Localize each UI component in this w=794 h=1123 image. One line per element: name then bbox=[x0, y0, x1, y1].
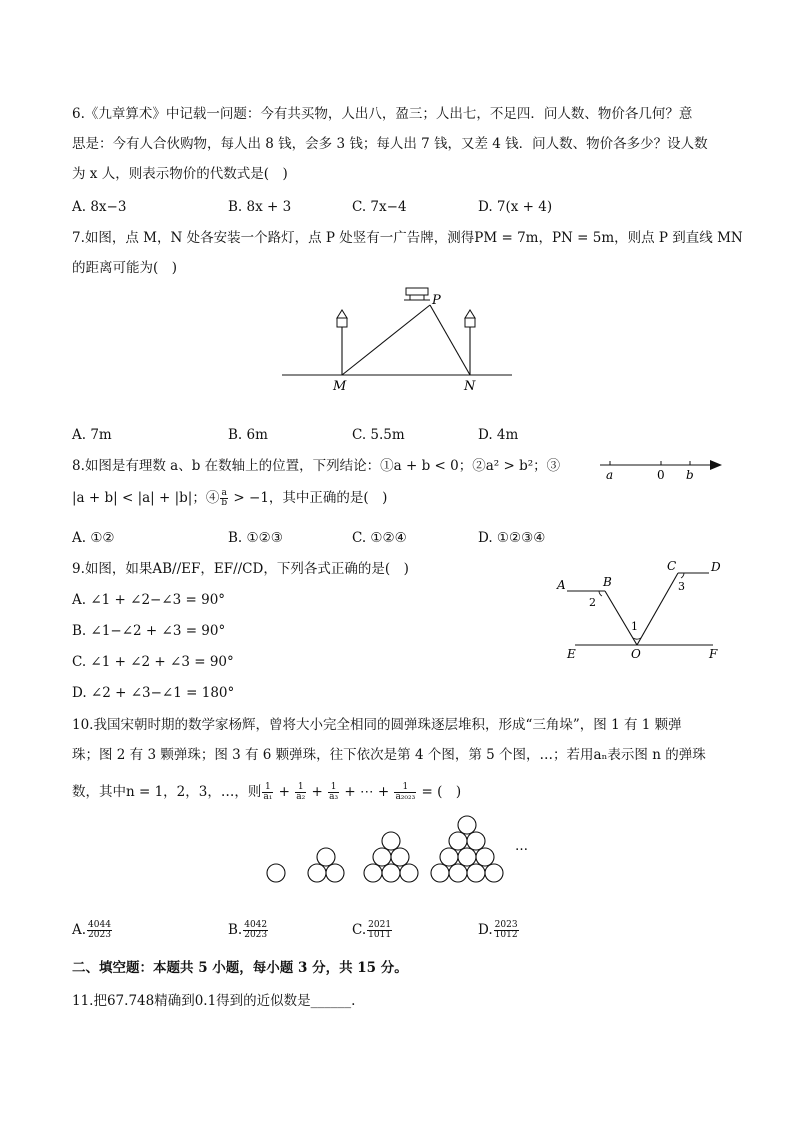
q8-line-1: 8.如图是有理数 a、b 在数轴上的位置，下列结论：①a + b < 0；②a² > b²；③ bbox=[72, 458, 561, 474]
q9-option-d: D. ∠2 + ∠3−∠1 = 180° bbox=[72, 685, 235, 701]
stack-2 bbox=[308, 848, 344, 882]
q10-line-3-end: = ( ) bbox=[421, 784, 462, 800]
label-e: E bbox=[567, 647, 576, 661]
q10-line-1: 10.我国宋朝时期的数学家杨辉，曾将大小完全相同的圆弹珠逐层堆积，形成“三角垛”，图 1 有 1 颗弹 bbox=[72, 717, 682, 733]
q10-option-c: C. $\frac{2021}{1011}$ bbox=[352, 920, 392, 940]
q6-option-c: C. 7x−4 bbox=[352, 199, 407, 215]
street-lamp-m-icon bbox=[337, 310, 347, 375]
label-f: F bbox=[709, 647, 718, 661]
label-1: 1 bbox=[631, 620, 638, 633]
q8-line-2-start: |a + b| < |a| + |b|；④ bbox=[72, 490, 220, 506]
term-1-over-a2023: $\frac{1}{\text{a₂₀₂₃}}$ bbox=[395, 782, 416, 802]
arrow-right-icon bbox=[710, 460, 722, 470]
q7-option-d: D. 4m bbox=[478, 427, 519, 443]
q8-line-2-end: > −1，其中正确的是( ) bbox=[229, 490, 388, 506]
q6-line-2: 思是：今有人合伙购物，每人出 8 钱，会多 3 钱；每人出 7 钱，又差 4 钱．问人数、物价各多少？设人数 bbox=[72, 136, 708, 152]
q10-line-2: 珠；图 2 有 3 颗弹珠；图 3 有 6 颗弹珠，往下依次是第 4 个图，第 5 个图，…；若用aₙ表示图 n 的弹珠 bbox=[72, 747, 706, 763]
term-1-over-a2: $\frac{1}{\text{a₂}}$ bbox=[296, 782, 306, 802]
q8-line-2 bbox=[72, 488, 387, 508]
q8-option-c: C. ①②④ bbox=[352, 530, 407, 546]
label-m: M bbox=[333, 379, 347, 394]
q6-line-1: 6.《九章算术》中记载一问题：今有共买物，人出八，盈三；人出七，不足四．问人数、物价各几何？意 bbox=[72, 106, 693, 122]
q6-option-d: D. 7(x + 4) bbox=[478, 199, 553, 215]
q9-figure bbox=[555, 558, 730, 666]
number-line bbox=[598, 455, 728, 485]
label-n: N bbox=[464, 379, 476, 394]
q7-option-b: B. 6m bbox=[228, 427, 268, 443]
label-c: C bbox=[667, 559, 677, 573]
label-a: a bbox=[606, 468, 614, 482]
label-d: D bbox=[711, 560, 721, 574]
label-o: O bbox=[631, 647, 641, 661]
street-lamp-n-icon bbox=[465, 310, 475, 375]
continuation-dots: … bbox=[515, 839, 528, 854]
q8-option-b: B. ①②③ bbox=[228, 530, 283, 546]
q6-line-3: 为 x 人，则表示物价的代数式是( ) bbox=[72, 166, 288, 182]
q7-line-1: 7.如图，点 M，N 处各安装一个路灯，点 P 处竖有一广告牌，测得PM = 7m，PN = 5m，则点 P 到直线 MN bbox=[72, 230, 743, 246]
q6-option-b: B. 8x + 3 bbox=[228, 199, 292, 215]
triangular-stack-figure bbox=[260, 810, 540, 890]
q7-line-2: 的距离可能为( ) bbox=[72, 260, 178, 276]
segment-pm bbox=[342, 305, 430, 375]
label-2: 2 bbox=[589, 596, 596, 609]
stack-1 bbox=[267, 864, 285, 882]
angle-1-arc bbox=[633, 638, 641, 639]
q7-option-a: A. 7m bbox=[72, 427, 112, 443]
angle-2-arc bbox=[599, 591, 602, 596]
q9-option-b: B. ∠1−∠2 + ∠3 = 90° bbox=[72, 623, 226, 639]
segment-oc bbox=[637, 573, 678, 645]
q10-option-d: D. $\frac{2023}{1012}$ bbox=[478, 920, 518, 940]
q7-option-c: C. 5.5m bbox=[352, 427, 405, 443]
q10-option-b: B. $\frac{4042}{2023}$ bbox=[228, 920, 268, 940]
label-b: B bbox=[603, 575, 612, 589]
fraction-a-over-b: $\frac{a}{b}$ bbox=[221, 488, 228, 508]
q6-option-a: A. 8x−3 bbox=[72, 199, 127, 215]
q7-figure bbox=[280, 280, 520, 400]
label-zero: 0 bbox=[657, 468, 665, 482]
q8-option-a: A. ①② bbox=[72, 530, 115, 546]
label-3: 3 bbox=[678, 580, 685, 593]
stack-3 bbox=[364, 832, 418, 882]
q10-option-a: A. $\frac{4044}{2023}$ bbox=[72, 920, 111, 940]
segment-pn bbox=[430, 305, 470, 375]
stack-4 bbox=[431, 816, 503, 882]
section-2-title: 二、填空题：本题共 5 小题，每小题 3 分，共 15 分。 bbox=[72, 960, 408, 976]
q9-option-c: C. ∠1 + ∠2 + ∠3 = 90° bbox=[72, 654, 234, 670]
q10-line-3: 数，其中n = 1，2，3，…，则 $\frac{1}{\text{a₁}}$ + $\frac{1}{\text{a₂}}$ + $\frac{1}{\text{a₃}}$ + ⋯ + $\frac{1}{\text{a₂₀₂₃}}$ = ( ) bbox=[72, 782, 462, 802]
q10-line-3-start: 数，其中n = 1，2，3，…，则 bbox=[72, 784, 262, 800]
term-1-over-a1: $\frac{1}{\text{a₁}}$ bbox=[263, 782, 273, 802]
term-1-over-a3: $\frac{1}{\text{a₃}}$ bbox=[329, 782, 339, 802]
q11-text: 11.把67.748精确到0.1得到的近似数是______. bbox=[72, 993, 356, 1009]
label-b: b bbox=[686, 468, 694, 482]
label-p: P bbox=[432, 293, 441, 308]
billboard-icon bbox=[404, 288, 430, 300]
q8-option-d: D. ①②③④ bbox=[478, 530, 546, 546]
q9-line-1: 9.如图，如果AB//EF，EF//CD，下列各式正确的是( ) bbox=[72, 561, 409, 577]
label-a: A bbox=[557, 578, 566, 592]
q9-option-a: A. ∠1 + ∠2−∠3 = 90° bbox=[72, 592, 226, 608]
angle-3-arc bbox=[681, 573, 684, 578]
segment-bo bbox=[605, 591, 637, 645]
